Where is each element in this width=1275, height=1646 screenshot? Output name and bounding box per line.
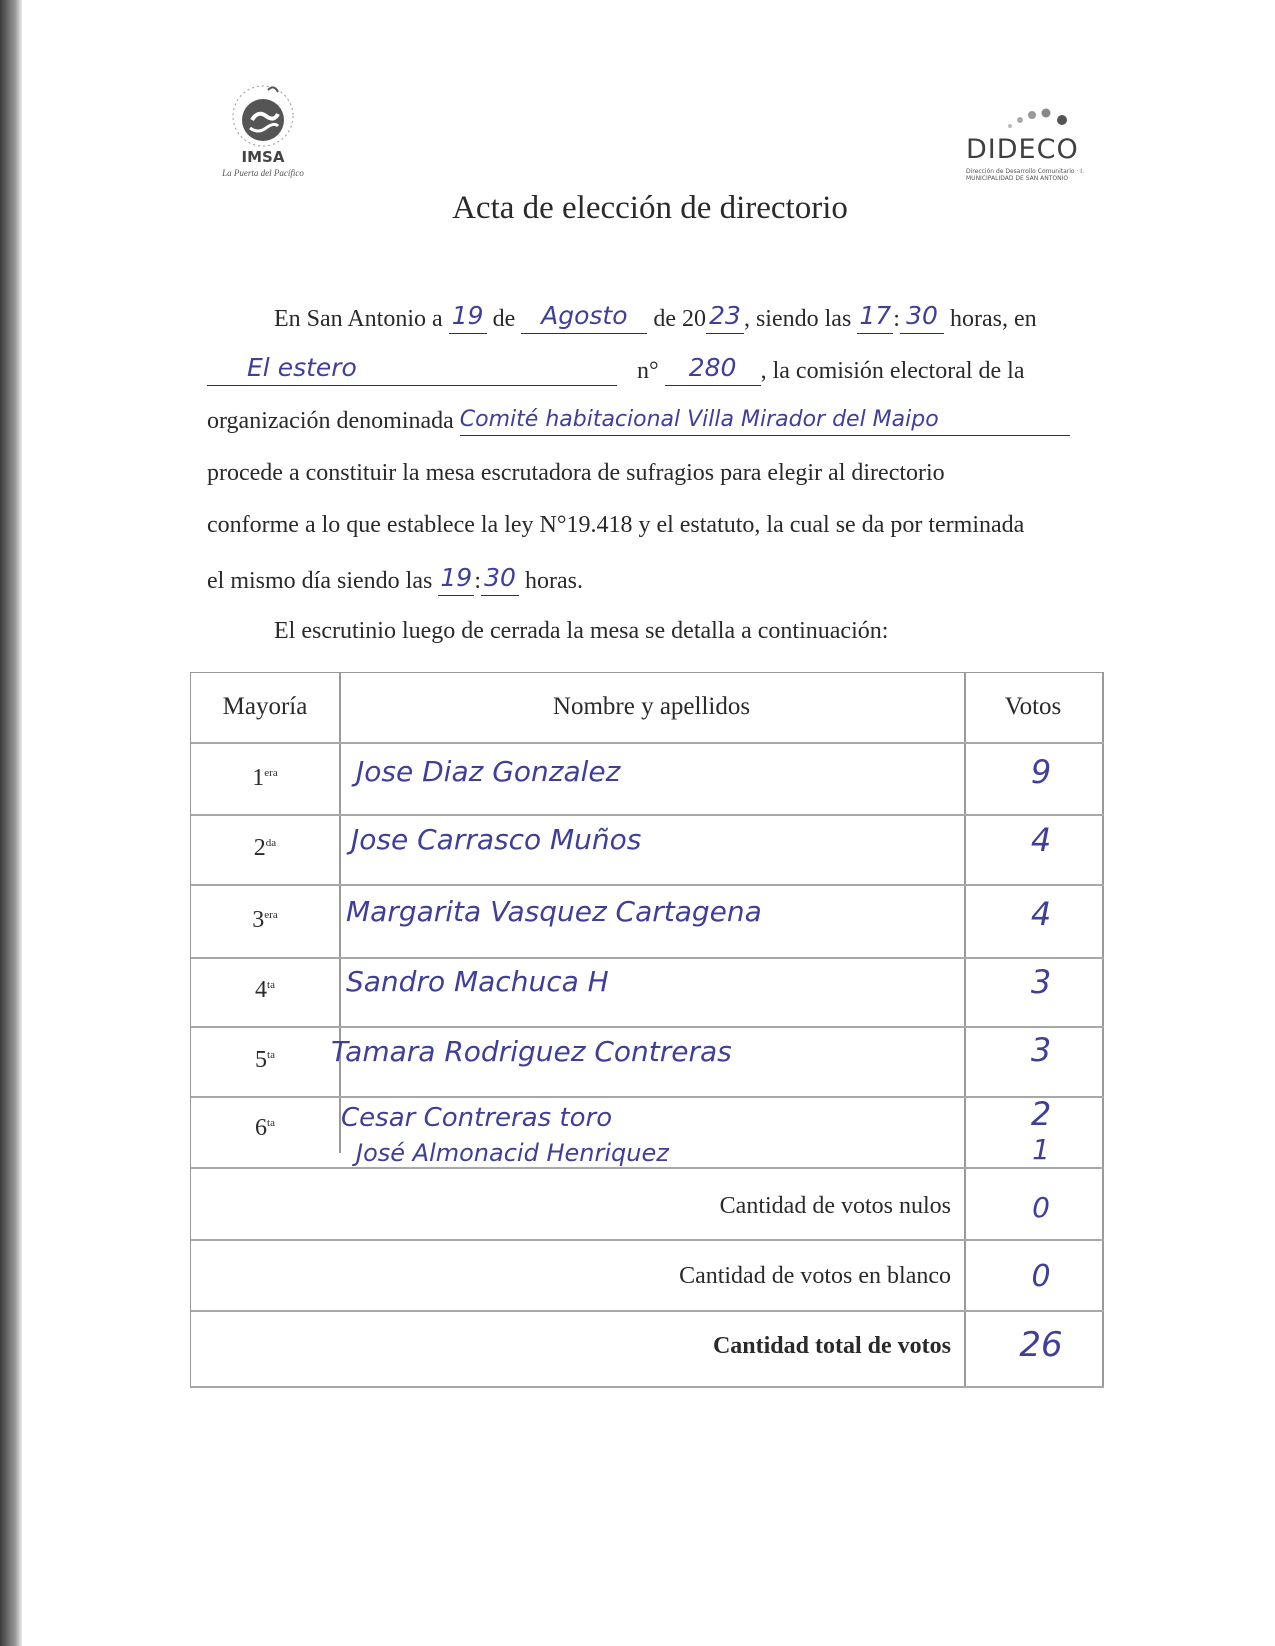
candidate-votes-5: 3 <box>1030 1031 1052 1069</box>
candidate-name-extra: José Almonacid Henriquez <box>356 1139 669 1167</box>
rank-suffix: ta <box>267 1117 275 1129</box>
rank-number: 4 <box>255 977 268 1003</box>
place-value: El estero <box>247 353 357 382</box>
row-divider <box>191 1096 1104 1098</box>
paragraph-line-6: el mismo día siendo las 19: 30 horas. <box>207 563 583 594</box>
candidate-name-6: Cesar Contreras toro <box>341 1103 613 1133</box>
candidate-votes-2: 4 <box>1030 821 1052 859</box>
text-segment: horas. <box>524 568 583 594</box>
rank-suffix: ta <box>267 979 275 991</box>
results-table <box>190 672 1104 1388</box>
text-segment: de <box>492 306 516 332</box>
text-segment: n° <box>637 358 659 384</box>
imsa-logo <box>198 78 328 188</box>
null-votes-value: 0 <box>1032 1191 1050 1224</box>
dideco-subtitle: Dirección de Desarrollo Comunitario · I. MUNICIPALIDAD DE SAN ANTONIO <box>966 168 1084 182</box>
text-segment: horas, en <box>949 306 1037 332</box>
rank-number: 2 <box>253 835 266 861</box>
row-divider <box>191 742 1104 744</box>
header-name: Nombre y apellidos <box>552 693 751 720</box>
rank-suffix: era <box>264 909 278 921</box>
org-name-field <box>460 408 1070 436</box>
row-divider <box>191 1026 1104 1028</box>
rank-3 <box>191 907 339 934</box>
column-divider <box>964 673 966 1388</box>
row-divider <box>191 814 1104 816</box>
month-field <box>521 303 647 334</box>
month-value: Agosto <box>541 301 628 330</box>
rank-number: 3 <box>252 907 265 933</box>
rank-2 <box>191 835 339 862</box>
rank-1 <box>191 765 339 792</box>
candidate-votes-4: 3 <box>1030 963 1052 1001</box>
null-votes-label: Cantidad de votos nulos <box>719 1193 951 1219</box>
row-divider <box>191 1310 1104 1312</box>
blank-votes-value: 0 <box>1031 1259 1051 1294</box>
rank-number: 5 <box>255 1047 268 1073</box>
scrutiny-intro: El escrutinio luego de cerrada la mesa se detalla a continuación: <box>274 618 889 644</box>
candidate-name-4: Sandro Machuca H <box>346 965 609 998</box>
paragraph-line-1: En San Antonio a 19 de Agosto de 20 23 , siendo las 17: 30 horas, en <box>274 301 1037 332</box>
day-value: 19 <box>451 301 484 330</box>
text-segment: , siendo las <box>743 306 852 332</box>
scan-edge <box>0 0 22 1646</box>
rank-number: 1 <box>252 765 265 791</box>
imsa-name: IMSA <box>241 148 285 166</box>
rank-5 <box>191 1047 339 1074</box>
day-field <box>449 303 487 334</box>
rank-suffix: da <box>265 837 277 849</box>
number-value: 280 <box>688 353 737 382</box>
rank-number: 6 <box>255 1115 268 1141</box>
candidate-votes-1: 9 <box>1030 753 1052 791</box>
dideco-logo <box>966 96 1096 186</box>
imsa-emblem-icon <box>198 78 328 150</box>
candidate-name-5: Tamara Rodriguez Contreras <box>331 1035 732 1068</box>
start-hour-value: 17 <box>859 301 892 330</box>
number-field <box>665 355 761 386</box>
paragraph-line-5: conforme a lo que establece la ley N°19.418 y el estatuto, la cual se da por terminada <box>207 512 1025 538</box>
column-divider <box>339 673 341 1153</box>
paragraph-line-2 <box>207 355 1025 386</box>
text-segment: , la comisión electoral de la <box>760 358 1025 384</box>
row-divider <box>191 957 1104 959</box>
end-hour-value: 19 <box>440 563 473 592</box>
dideco-name: DIDECO <box>966 134 1079 165</box>
candidate-name-2: Jose Carrasco Muños <box>351 823 642 856</box>
year-value: 23 <box>709 301 741 330</box>
blank-votes-label: Cantidad de votos en blanco <box>679 1263 951 1289</box>
header-rank: Mayoría <box>222 693 308 720</box>
dideco-dots-icon <box>1004 104 1084 134</box>
text-segment: de 20 <box>653 306 706 332</box>
rank-6 <box>191 1115 339 1142</box>
start-min-value: 30 <box>906 301 938 330</box>
row-divider <box>191 1239 1104 1241</box>
candidate-votes-6: 2 <box>1030 1095 1052 1133</box>
candidate-votes-3: 4 <box>1030 895 1052 933</box>
total-votes-label: Cantidad total de votos <box>712 1333 951 1359</box>
candidate-name-1: Jose Diaz Gonzalez <box>356 755 621 788</box>
start-hour-field <box>857 303 893 334</box>
rank-4 <box>191 977 339 1004</box>
year-field <box>706 303 744 334</box>
row-divider <box>191 884 1104 886</box>
end-min-field <box>481 565 519 596</box>
rank-suffix: ta <box>267 1049 275 1061</box>
end-hour-field <box>438 565 474 596</box>
paragraph-line-3 <box>207 408 1070 436</box>
text-segment: En San Antonio a <box>274 306 443 332</box>
header-votes: Votos <box>1004 693 1062 720</box>
candidate-name-3: Margarita Vasquez Cartagena <box>346 895 762 928</box>
end-min-value: 30 <box>484 563 516 592</box>
text-segment: el mismo día siendo las <box>207 568 433 594</box>
paragraph-line-4: procede a constituir la mesa escrutadora de sufragios para elegir al directorio <box>207 460 945 486</box>
start-min-field <box>900 303 944 334</box>
total-votes-value: 26 <box>1019 1325 1063 1365</box>
candidate-votes-extra: 1 <box>1032 1133 1050 1166</box>
text-segment: organización denominada <box>207 408 454 434</box>
page-title: Acta de elección de directorio <box>452 190 848 226</box>
org-name-value: Comité habitacional Villa Mirador del Maipo <box>459 407 939 432</box>
place-field <box>207 355 617 386</box>
row-divider <box>191 1386 1104 1388</box>
row-divider <box>191 1167 1104 1169</box>
imsa-tagline: La Puerta del Pacífico <box>222 168 304 178</box>
rank-suffix: era <box>264 767 278 779</box>
